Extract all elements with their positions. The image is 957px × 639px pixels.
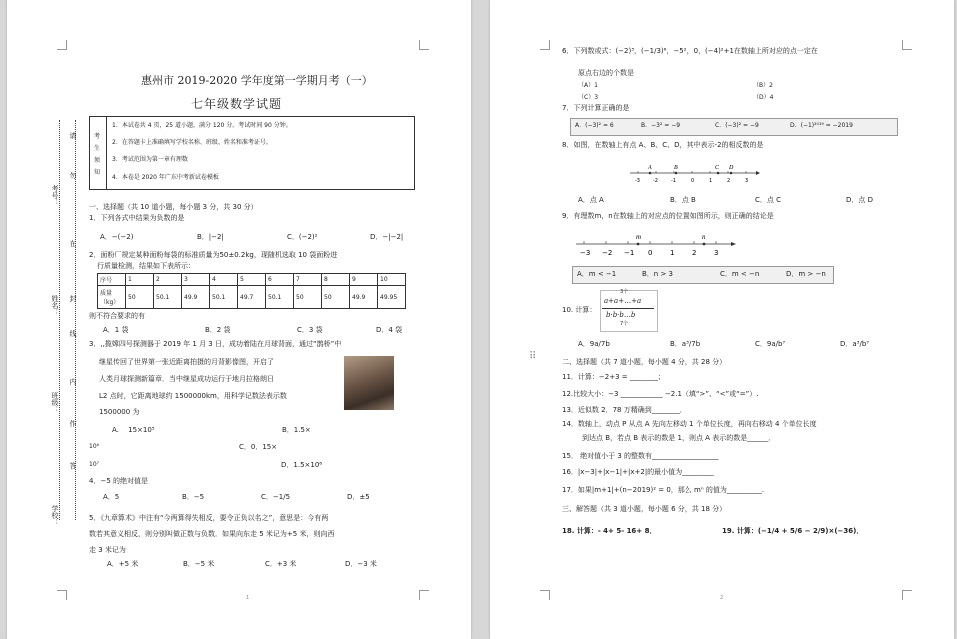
crop-mark xyxy=(902,40,912,50)
question-text: 则不符合要求的有 xyxy=(89,312,145,320)
question-stem: L2 点时，它距离地球约 1500000km，用科学记数法表示数 xyxy=(99,392,287,400)
option: 10⁶ xyxy=(89,443,100,450)
option: C．(−3)² = −9 xyxy=(715,122,759,129)
tick-label: 1 xyxy=(709,178,713,184)
table-cell: 49.95 xyxy=(378,286,406,309)
notice-item: 2．在答题卡上准确填写学校名称、班级、姓名和准考证号。 xyxy=(112,139,272,146)
tick-label: 0 xyxy=(648,249,653,257)
question-stem: 1．下列各式中结果为负数的是 xyxy=(89,214,185,222)
fill-question: 16．|x−3|+|x−1|+|x+2|的最小值为_________ xyxy=(562,468,714,476)
option: B．|−2| xyxy=(197,233,224,241)
option: D．1.5×10⁶ xyxy=(281,461,323,469)
binding-line xyxy=(75,120,76,520)
option: B．−5 xyxy=(182,493,205,501)
option: （A）1 xyxy=(578,82,598,89)
section-heading: 一、选择题（共 10 道小题，每小题 3 分，共 30 分） xyxy=(89,203,258,211)
question-stem: 1500000 为 xyxy=(99,408,140,416)
mass-table xyxy=(97,273,406,309)
question-stem: 继星传回了世界第一张近距离拍摄的月背影像图，开启了 xyxy=(99,358,274,366)
point-c xyxy=(717,172,720,175)
option: C．0．15× xyxy=(239,443,278,451)
side-word: 答 xyxy=(69,462,77,469)
table-row xyxy=(98,286,406,309)
notice-item: 3．考试范围为第一章有理数 xyxy=(112,156,188,163)
fill-question: 12.比较大小：−3 ____________ −2.1（填“>”、“<”或“=”）. xyxy=(562,390,759,398)
notice-item: 4．本卷是 2020 年广东中考新试卷模板 xyxy=(112,174,219,181)
fill-question: 17．如果|m+1|+(n−2019)² = 0，那么 mⁿ 的值为__________. xyxy=(562,486,765,494)
tick-label: -2 xyxy=(653,178,658,184)
question-stem: 数若其意义相反，则分别叫做正数与负数．如果向东走 5 米记为+5 米，则向西 xyxy=(89,530,335,538)
option: C．(−2)² xyxy=(287,233,318,241)
option: C．−1/5 xyxy=(261,493,291,501)
side-label-class: 班级： xyxy=(51,392,59,413)
notice-item: 1．本试卷共 4 页，25 道小题，满分 120 分。考试时间 90 分钟。 xyxy=(112,122,292,129)
question-stem: 9．有理数m，n在数轴上的对应点的位置如图所示，则正确的结论是 xyxy=(562,212,774,220)
point-d xyxy=(730,172,733,175)
table-cell: 10 xyxy=(378,274,406,286)
side-label-school: 学校： xyxy=(51,505,59,526)
question-stem: 2．面粉厂规定某种面粉每袋的标准质量为50±0.2kg，现随机选取 10 袋面粉进 xyxy=(89,251,338,259)
notice-label-char: 考 xyxy=(94,133,101,140)
option: C．+3 米 xyxy=(265,560,297,568)
fraction-denominator: b·b·b…b xyxy=(606,311,636,319)
table-cell: 3 xyxy=(182,274,210,286)
exam-page-2 xyxy=(490,0,954,639)
table-cell: 2 xyxy=(154,274,182,286)
tick-label: 2 xyxy=(692,249,697,257)
option: B．点 B xyxy=(670,196,696,204)
table-cell: 50 xyxy=(322,286,350,309)
exam-page-1 xyxy=(7,0,471,639)
number-line-q9 xyxy=(576,228,736,258)
section-heading: 二、选择题（共 7 道小题，每小题 4 分，共 28 分） xyxy=(562,358,727,366)
option: D．a³/b⁷ xyxy=(840,340,870,348)
table-cell: 1 xyxy=(126,274,154,286)
page-number: 1 xyxy=(246,595,250,601)
option: （B）2 xyxy=(753,82,773,89)
option: A．9a/7b xyxy=(578,340,610,348)
point-label: m xyxy=(636,233,642,241)
question-stem: 走 3 米记为 xyxy=(89,546,126,554)
option: A．+5 米 xyxy=(107,560,139,568)
question-stem: 10. 计算： xyxy=(562,306,597,314)
section-heading: 三、解答题（共 3 道小题，每小题 6 分，共 18 分） xyxy=(562,505,727,513)
fraction-count-bottom: 7个 xyxy=(620,321,629,327)
crop-mark xyxy=(57,590,67,600)
crop-mark xyxy=(419,40,429,50)
crop-mark xyxy=(540,590,550,600)
option: （D）4 xyxy=(753,94,774,101)
option: B．2 袋 xyxy=(205,326,231,334)
crop-mark xyxy=(57,40,67,50)
table-cell: 49.9 xyxy=(182,286,210,309)
side-word: 请 xyxy=(69,132,77,139)
option: D．−3 米 xyxy=(345,560,377,568)
side-word: 勿 xyxy=(69,172,77,179)
fill-question: 14．数轴上，动点 P 从点 A 先向左移动 1 个单位长度，再向右移动 4 个单位长度 xyxy=(562,420,817,428)
option: A．5 xyxy=(103,493,120,501)
crop-mark xyxy=(540,40,550,50)
question-stem: 8．如图，在数轴上有点 A、B、C、D，其中表示-2的相反数的是 xyxy=(562,141,764,149)
option: B．a³/7b xyxy=(670,340,701,348)
question-stem: 5．《九章算术》中注有“今两算得失相反，要令正负以名之”，意思是：今有两 xyxy=(89,514,329,522)
lunar-lander-photo xyxy=(344,356,394,410)
point-label: B xyxy=(674,165,678,171)
option: B．n > 3 xyxy=(642,270,674,278)
fill-question: 11．计算：−2+3 = ________； xyxy=(562,373,665,381)
option: C．3 袋 xyxy=(297,326,323,334)
solve-question-18: 18. 计算：- 4+ 5- 16+ 8． xyxy=(562,527,657,535)
fraction-bar xyxy=(602,308,654,309)
point-b xyxy=(675,172,678,175)
number-line-ticks xyxy=(584,241,716,244)
point-n xyxy=(703,243,706,246)
crop-mark xyxy=(902,590,912,600)
fraction-numerator: a+a+…+a xyxy=(604,297,642,305)
table-cell: 4 xyxy=(210,274,238,286)
option: D．±5 xyxy=(347,493,370,501)
page-number: 2 xyxy=(720,595,724,601)
fraction-count-top: 3个 xyxy=(620,289,629,295)
notice-label-char: 知 xyxy=(94,169,101,176)
point-label: A xyxy=(648,165,652,171)
point-m xyxy=(637,243,640,246)
tick-label: −3 xyxy=(580,249,591,257)
question-stem: 行质量检测，结果如下表所示： xyxy=(97,262,195,270)
table-cell: 50 xyxy=(294,286,322,309)
table-cell: 50.1 xyxy=(210,286,238,309)
option: B．−5 米 xyxy=(183,560,215,568)
exam-subtitle: 七年级数学试题 xyxy=(191,97,283,111)
tick-label: 3 xyxy=(745,178,749,184)
fill-question: 15． 绝对值小于 3 的整数有___________________ xyxy=(562,452,719,460)
question-stem: 人类月球探测新篇章．当中继星成功运行于地月拉格朗日 xyxy=(99,375,274,383)
tick-label: 3 xyxy=(714,249,719,257)
tick-label: -1 xyxy=(671,178,676,184)
option: A．m < −1 xyxy=(577,270,617,278)
tick-label: −2 xyxy=(602,249,613,257)
option: C．m < −n xyxy=(720,270,760,278)
question-stem: 3．,,揽嫦四号探测器于 2019 年 1 月 3 日，成功着陆在月球背面，通过“鹊桥”中 xyxy=(89,340,342,348)
table-cell: 49.9 xyxy=(350,286,378,309)
notice-label-char: 生 xyxy=(94,145,101,152)
fill-question: 13．近似数 2．78 万精确到________． xyxy=(562,406,687,414)
option: C．9a/b⁷ xyxy=(755,340,786,348)
option: C．点 C xyxy=(755,196,782,204)
point-label: D xyxy=(729,165,734,171)
notice-box xyxy=(89,116,415,190)
question-stem: 7．下列计算正确的是 xyxy=(562,104,630,112)
table-cell: 50.1 xyxy=(266,286,294,309)
point-a xyxy=(649,172,652,175)
table-cell: 6 xyxy=(266,274,294,286)
option: A．(−3)² = 6 xyxy=(575,122,614,129)
option: D．4 袋 xyxy=(376,326,403,334)
side-word: 内 xyxy=(69,378,77,385)
option: D．点 D xyxy=(846,196,874,204)
table-cell: 5 xyxy=(238,274,266,286)
option: A. 15×10⁵ xyxy=(112,426,155,434)
question-stem: 原点右边的个数是 xyxy=(578,69,634,77)
table-cell: 49.7 xyxy=(238,286,266,309)
table-cell: 9 xyxy=(350,274,378,286)
notice-label-char: 须 xyxy=(94,157,101,164)
solve-question-19: 19. 计算：(−1/4 + 5/6 − 2/9)×(−36)． xyxy=(722,527,864,535)
binding-line xyxy=(59,120,60,520)
table-cell: 50.1 xyxy=(154,286,182,309)
tick-label: 1 xyxy=(670,249,675,257)
option: A．1 袋 xyxy=(103,326,129,334)
question-stem: 4．−5 的绝对值是 xyxy=(89,477,148,485)
option: D．−|−2| xyxy=(370,233,404,241)
option: （C）3 xyxy=(578,94,599,101)
notice-label-column xyxy=(90,117,107,189)
drag-handle-icon[interactable]: ⠿ xyxy=(529,351,537,362)
exam-title: 惠州市 2019-2020 学年度第一学期月考（一） xyxy=(141,74,373,87)
table-cell: 质量（kg） xyxy=(98,286,126,309)
table-cell: 7 xyxy=(294,274,322,286)
point-label: C xyxy=(715,165,720,171)
side-label-name: 姓名： xyxy=(51,295,59,316)
number-line-q8 xyxy=(630,160,760,186)
side-word: 线 xyxy=(69,330,77,337)
table-cell: 序号 xyxy=(98,274,126,286)
tick-label: 2 xyxy=(727,178,731,184)
table-cell: 8 xyxy=(322,274,350,286)
tick-label: -3 xyxy=(635,178,640,184)
option: 10⁷ xyxy=(89,461,100,468)
tick-label: 0 xyxy=(691,178,695,184)
option: B．1.5× xyxy=(282,426,311,434)
side-word: 封 xyxy=(69,295,77,302)
option: D．m > −n xyxy=(786,270,826,278)
question-stem: 6．下列数或式：(−2)³，(−1/3)⁶，−5²，0，(−4)²+1在数轴上所对应的点一定在 xyxy=(562,47,818,55)
option: D．(−1)²⁰¹⁹ = −2019 xyxy=(790,122,853,129)
table-cell: 50 xyxy=(126,286,154,309)
crop-mark xyxy=(419,590,429,600)
option: A．−(−2) xyxy=(100,233,134,241)
side-word: 作 xyxy=(69,420,77,427)
option: A．点 A xyxy=(578,196,604,204)
fill-question: 到达点 B，若点 B 表示的数是 1，则点 A 表示的数是______． xyxy=(582,434,776,442)
tick-label: −1 xyxy=(624,249,635,257)
point-label: n xyxy=(702,233,706,241)
side-label-exam-no: 考号： xyxy=(51,185,59,206)
table-row xyxy=(98,274,406,286)
side-word: 在 xyxy=(69,240,77,247)
option: B．−3² = −9 xyxy=(641,122,681,129)
